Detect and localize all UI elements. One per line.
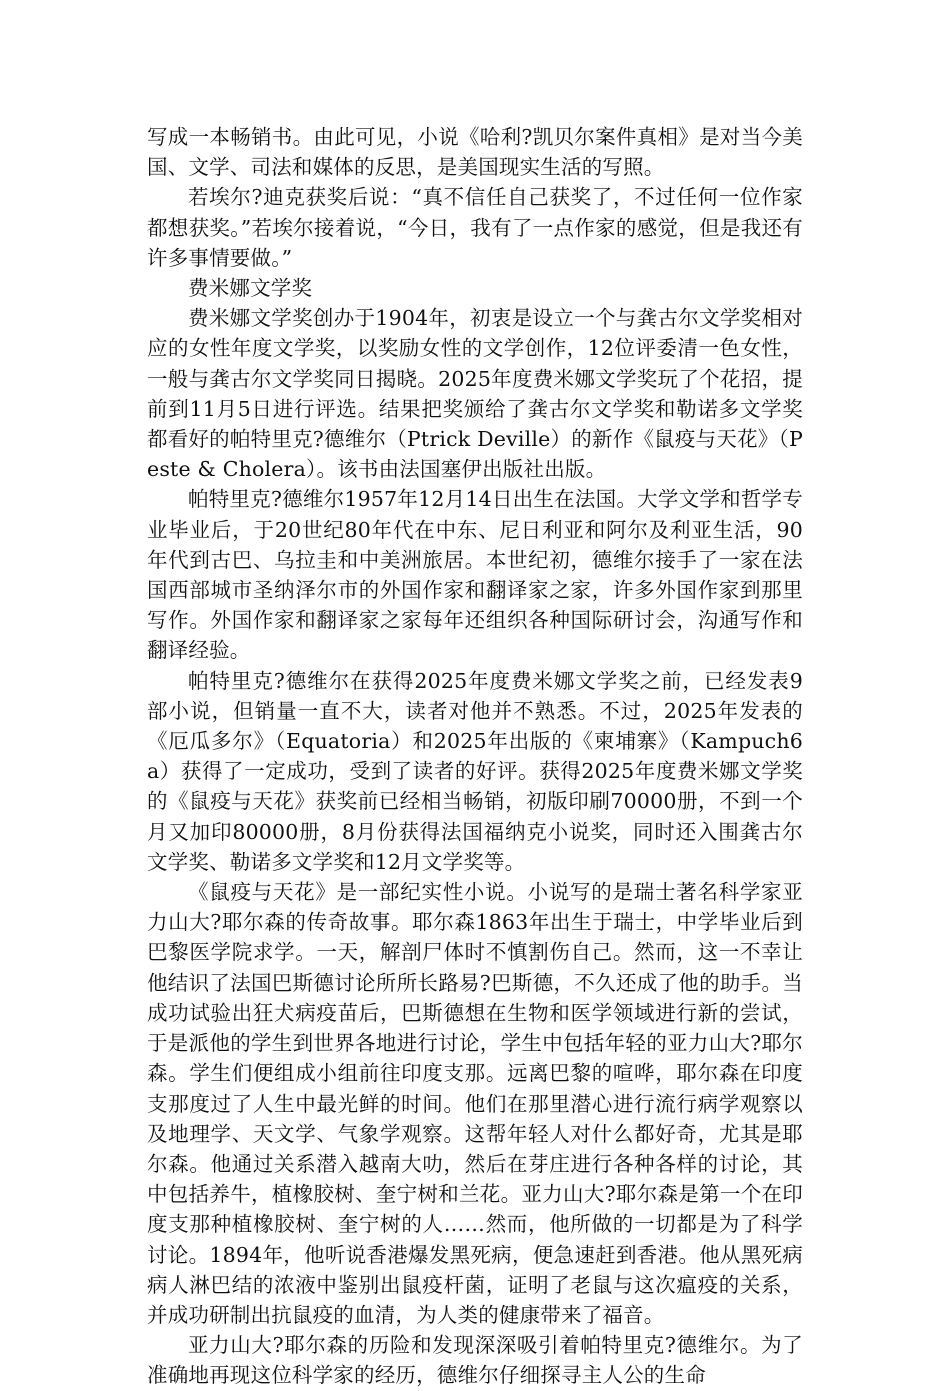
section-heading-femina: 费米娜文学奖: [188, 276, 313, 301]
paragraph-femina-intro: 费米娜文学奖创办于1904年，初衷是设立一个与龚古尔文学奖相对应的女性年度文学奖，以奖励女性的文学创作，12位评委清一色女性，一般与龚古尔文学奖同日揭晓。2025年度费米娜文学奖玩了个花招，提前到11月5日进行评选。结果把奖颁给了龚古尔文学奖和勒诺多文学奖都看好的帕特里克?德维尔（Ptrick Deville）的新作《鼠疫与天花》（Peste & Cholera）。该书由法国塞伊出版社出版。: [147, 306, 803, 482]
document-body: [147, 122, 803, 1391]
paragraph-deville-works: 帕特里克?德维尔在获得2025年度费米娜文学奖之前，已经发表9部小说，但销量一直不大，读者对他并不熟悉。不过，2025年发表的《厄瓜多尔》（Equatoria）和2025年出版的《柬埔寨》（Kampuch6a）获得了一定成功，受到了读者的好评。获得2025年度费米娜文学奖的《鼠疫与天花》获奖前已经相当畅销，初版印刷70000册，不到一个月又加印80000册，8月份获得法国福纳克小说奖，同时还入围龚古尔文学奖、勒诺多文学奖和12月文学奖等。: [147, 668, 803, 874]
paragraph-quote: 若埃尔?迪克获奖后说：“真不信任自己获奖了，不过任何一位作家都想获奖。”若埃尔接着说，“今日，我有了一点作家的感觉，但是我还有许多事情要做。”: [147, 185, 803, 270]
paragraph-yersin-adventure: 亚力山大?耶尔森的历险和发现深深吸引着帕特里克?德维尔。为了准确地再现这位科学家的经历，德维尔仔细探寻主人公的生命: [147, 1333, 803, 1388]
paragraph-novel-summary: 《鼠疫与天花》是一部纪实性小说。小说写的是瑞士著名科学家亚力山大?耶尔森的传奇故事。耶尔森1863年出生于瑞士，中学毕业后到巴黎医学院求学。一天，解剖尸体时不慎割伤自己。然而，这一不幸让他结识了法国巴斯德讨论所所长路易?巴斯德，不久还成了他的助手。当成功试验出狂犬病疫苗后，巴斯德想在生物和医学领域进行新的尝试，于是派他的学生到世界各地进行讨论，学生中包括年轻的亚力山大?耶尔森。学生们便组成小组前往印度支那。远离巴黎的喧哗，耶尔森在印度支那度过了人生中最光鲜的时间。他们在那里潜心进行流行病学观察以及地理学、天文学、气象学观察。这帮年轻人对什么都好奇，尤其是耶尔森。他通过关系潜入越南大叻，然后在芽庄进行各种各样的讨论，其中包括养牛，植橡胶树、奎宁树和兰花。亚力山大?耶尔森是第一个在印度支那种植橡胶树、奎宁树的人……然而，他所做的一切都是为了科学讨论。1894年，他听说香港爆发黑死病，便急速赶到香港。他从黑死病病人淋巴结的浓液中鉴别出鼠疫杆菌，证明了老鼠与这次瘟疫的关系，并成功研制出抗鼠疫的血清，为人类的健康带来了福音。: [147, 880, 803, 1327]
paragraph-continuation: 写成一本畅销书。由此可见，小说《哈利?凯贝尔案件真相》是对当今美国、文学、司法和媒体的反思，是美国现实生活的写照。: [147, 125, 803, 180]
paragraph-deville-bio: 帕特里克?德维尔1957年12月14日出生在法国。大学文学和哲学专业毕业后，于20世纪80年代在中东、尼日利亚和阿尔及利亚生活，90年代到古巴、乌拉圭和中美洲旅居。本世纪初，德维尔接手了一家在法国西部城市圣纳泽尔市的外国作家和翻译家之家，许多外国作家到那里写作。外国作家和翻译家之家每年还组织各种国际研讨会，沟通写作和翻译经验。: [147, 487, 803, 663]
